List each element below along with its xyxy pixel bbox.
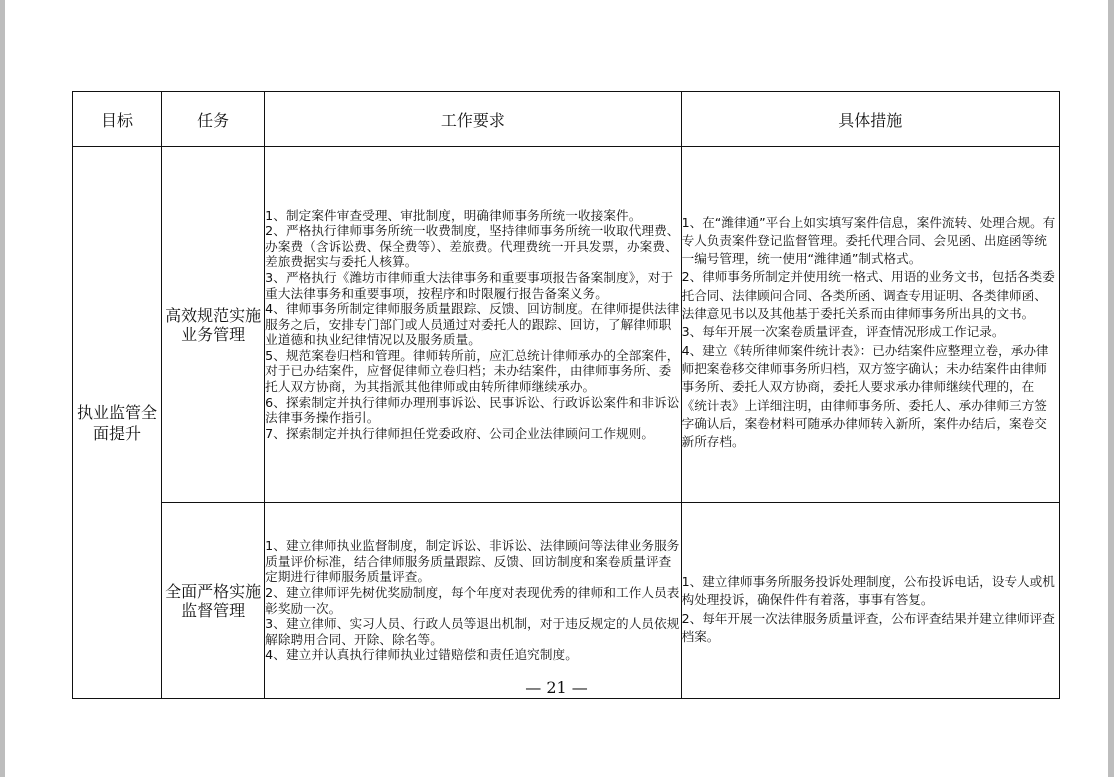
header-measures: 具体措施 [681, 92, 1059, 147]
header-goal: 目标 [73, 92, 162, 147]
measure-item: 4、建立《转所律师案件统计表》：已办结案件应整理立卷，承办律师把案卷移交律师事务所归档，双方签字确认；未办结案件由律师事务所、委托人双方协商，委托人要求承办律师继续代理的，在《统计表》上详细注明，由律师事务所、委托人、承办律师三方签字确认后，案卷材料可随承办律师转入新所，案件办结后，案卷交新所存档。 [681, 342, 1049, 450]
requirement-item: 3、严格执行《潍坊市律师重大法律事务和重要事项报告备案制度》，对于重大法律事务和重要事项，按程序和时限履行报告备案义务。 [265, 269, 674, 301]
page-number: — 21 — [525, 678, 588, 697]
measures-cell [681, 147, 1059, 503]
viewer-right-edge [1108, 0, 1114, 777]
table-row [73, 147, 1060, 503]
requirement-item: 7、探索制定并执行律师担任党委政府、公司企业法律顾问工作规则。 [265, 425, 655, 441]
requirement-item: 3、建立律师、实习人员、行政人员等退出机制，对于违反规定的人员依规解除聘用合同、开除、除名等。 [265, 616, 680, 647]
requirement-item: 2、严格执行律师事务所统一收费制度，坚持律师事务所统一收取代理费、办案费（含诉讼费、保全费等）、差旅费。代理费统一开具发票，办案费、差旅费据实与委托人核算。 [265, 223, 680, 270]
table-row [73, 503, 1060, 699]
requirement-item: 1、制定案件审查受理、审批制度，明确律师事务所统一收接案件。 [265, 207, 642, 223]
measure-item: 1、在“潍律通”平台上如实填写案件信息，案件流转、处理合规。有专人负责案件登记监督管理。委托代理合同、会见函、出庭函等统一编号管理，统一使用“潍律通”制式格式。 [681, 214, 1056, 267]
requirement-item: 6、探索制定并执行律师办理刑事诉讼、民事诉讼、行政诉讼案件和非诉讼法律事务操作指引。 [265, 394, 680, 426]
header-requirements: 工作要求 [265, 92, 681, 147]
table-header-row [73, 92, 1060, 147]
header-task: 任务 [162, 92, 265, 147]
requirements-cell [265, 503, 681, 699]
requirement-item: 2、建立律师评先树优奖励制度，每个年度对表现优秀的律师和工作人员表彰奖励一次。 [265, 584, 680, 616]
goal-cell: 执业监管全面提升 [73, 147, 162, 699]
requirements-table [72, 91, 1060, 699]
measure-item: 1、建立律师事务所服务投诉处理制度，公布投诉电话，设专人或机构处理投诉，确保件件有着落，事事有答复。 [681, 573, 1055, 608]
requirements-cell [265, 147, 681, 503]
requirement-item: 5、规范案卷归档和管理。律师转所前，应汇总统计律师承办的全部案件，对于已办结案件，应督促律师立卷归档；未办结案件，由律师事务所、委托人双方协商，为其指派其他律师或由转所律师继续承办。 [265, 347, 680, 395]
document-page [5, 0, 1108, 777]
measure-item: 3、每年开展一次案卷质量评查，评查情况形成工作记录。 [681, 324, 1005, 340]
requirement-item: 4、建立并认真执行律师执业过错赔偿和责任追究制度。 [265, 647, 578, 663]
task-cell: 高效规范实施业务管理 [162, 147, 265, 503]
measure-item: 2、律师事务所制定并使用统一格式、用语的业务文书，包括各类委托合同、法律顾问合同、各类所函、调查专用证明、各类律师函、法律意见书以及其他基于委托关系而由律师事务所出具的文书。 [681, 269, 1055, 322]
task-cell: 全面严格实施监督管理 [162, 503, 265, 699]
measures-cell [681, 503, 1059, 699]
requirement-item: 4、律师事务所制定律师服务质量跟踪、反馈、回访制度。在律师提供法律服务之后，安排专门部门或人员通过对委托人的跟踪、回访，了解律师职业道德和执业纪律情况以及服务质量。 [265, 301, 680, 348]
measure-item: 2、每年开展一次法律服务质量评查，公布评查结果并建立律师评查档案。 [681, 610, 1055, 644]
requirement-item: 1、建立律师执业监督制度，制定诉讼、非诉讼、法律顾问等法律业务服务质量评价标准，结合律师服务质量跟踪、反馈、回访制度和案卷质量评查定期进行律师服务质量评查。 [265, 538, 680, 585]
